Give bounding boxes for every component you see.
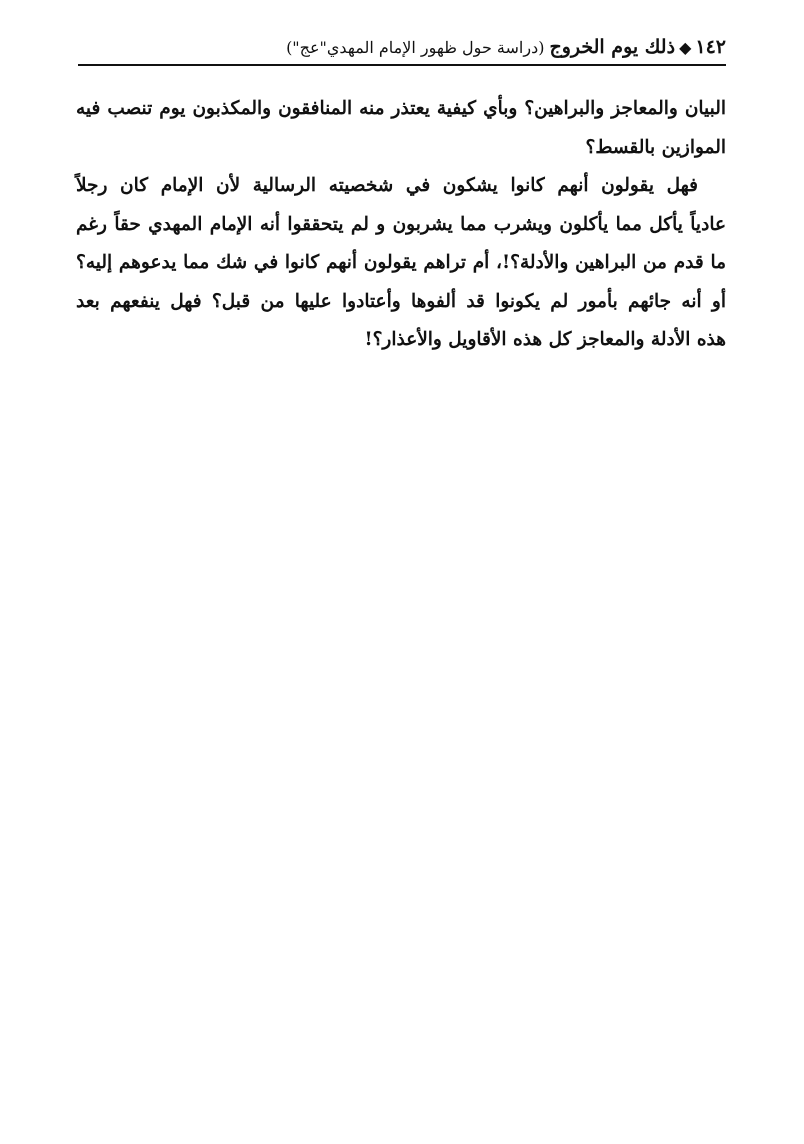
paragraph-2 (76, 167, 726, 360)
text-line: عادياً يأكل مما يأكلون ويشرب مما يشربون و لم يتحققوا أنه الإمام المهدي حقاً رغم (76, 213, 726, 235)
book-subtitle: (دراسة حول ظهور الإمام المهدي"عج") (286, 37, 545, 57)
header-ornament-icon: ◆ (679, 37, 692, 57)
page-number: ١٤٢ (695, 36, 726, 58)
text-line: هذه الأدلة والمعاجز كل هذه الأقاويل والأعذار؟! (364, 329, 726, 350)
text-line: البيان والمعاجز والبراهين؟ وبأي كيفية يعتذر منه المنافقون والمكذبون يوم تنصب فيه (76, 98, 726, 119)
body-text (76, 90, 726, 360)
text-line: أو أنه جائهم بأمور لم يكونوا قد ألفوها وأعتادوا عليها من قبل؟ فهل ينفعهم بعد (76, 290, 726, 312)
text-line: ما قدم من البراهين والأدلة؟!، أم تراهم يقولون أنهم كانوا في شك مما يدعوهم إليه؟ (76, 252, 726, 273)
paragraph-1 (76, 90, 726, 167)
text-line: فهل يقولون أنهم كانوا يشكون في شخصيته الرسالية لأن الإمام كان رجلاً (76, 175, 698, 196)
header-divider (78, 64, 726, 66)
text-line: الموازين بالقسط؟ (585, 136, 726, 158)
book-title: ذلك يوم الخروج (549, 36, 676, 58)
running-header (78, 30, 726, 64)
